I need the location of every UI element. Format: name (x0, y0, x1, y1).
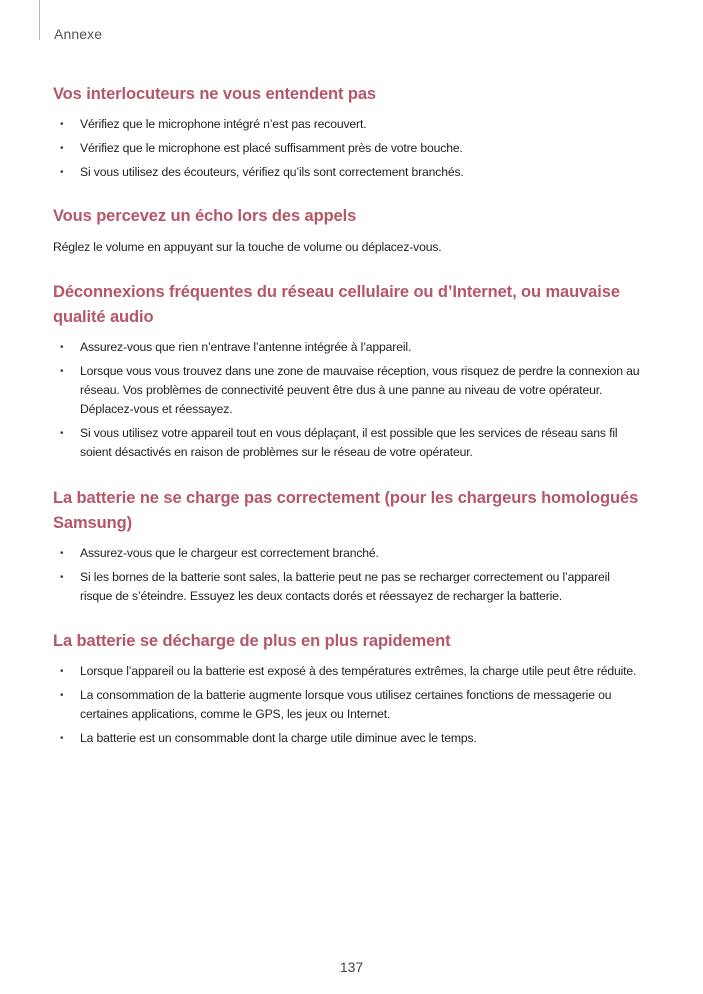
paragraph: Réglez le volume en appuyant sur la touche de volume ou déplacez-vous. (53, 240, 442, 254)
list-item-text: La consommation de la batterie augmente lorsque vous utilisez certaines fonctions de messagerie ou certaines applications, comme le GPS, les jeux ou Internet. (80, 688, 612, 721)
margin-rule (39, 0, 40, 40)
section-microphone (53, 82, 643, 182)
bullet-icon: • (60, 572, 64, 583)
section-heading: La batterie se décharge de plus en plus rapidement (53, 632, 451, 650)
list-item (53, 115, 643, 134)
list-item-text: Assurez-vous que rien n’entrave l’antenne intégrée à l’appareil. (80, 340, 412, 354)
list-item (53, 163, 643, 182)
list-item-text: Assurez-vous que le chargeur est correctement branché. (80, 546, 379, 560)
section-charging (53, 486, 643, 606)
bullet-icon: • (60, 143, 64, 154)
bullet-icon: • (60, 119, 64, 130)
list-item-text: Vérifiez que le microphone est placé suffisamment près de votre bouche. (80, 141, 463, 155)
list-item (53, 686, 643, 724)
section-heading: Déconnexions fréquentes du réseau cellulaire ou d’Internet, ou mauvaise qualité audio (53, 283, 620, 326)
list-item-text: Vérifiez que le microphone intégré n’est pas recouvert. (80, 117, 367, 131)
running-header: Annexe (54, 26, 103, 42)
section-battery-drain (53, 629, 643, 748)
bullet-icon: • (60, 666, 64, 677)
section-heading: Vos interlocuteurs ne vous entendent pas (53, 85, 377, 103)
section-heading: Vous percevez un écho lors des appels (53, 207, 357, 225)
list-item (53, 424, 643, 462)
list-item (53, 338, 643, 357)
bullet-icon: • (60, 690, 64, 701)
section-heading: La batterie ne se charge pas correctement (pour les chargeurs homologués Samsung) (53, 489, 639, 532)
page-content (53, 82, 643, 753)
bullet-list (53, 544, 643, 606)
bullet-list (53, 662, 643, 748)
section-echo (53, 204, 643, 257)
bullet-icon: • (60, 342, 64, 353)
bullet-icon: • (60, 428, 64, 439)
list-item (53, 729, 643, 748)
list-item-text: Si vous utilisez votre appareil tout en vous déplaçant, il est possible que les services de réseau sans fil soient désactivés en raison de problèmes sur le réseau de votre opérateur. (80, 426, 618, 459)
list-item-text: Si vous utilisez des écouteurs, vérifiez qu’ils sont correctement branchés. (80, 165, 464, 179)
bullet-list (53, 338, 643, 462)
list-item (53, 662, 643, 681)
list-item-text: Lorsque l’appareil ou la batterie est exposé à des températures extrêmes, la charge utile peut être réduite. (80, 664, 637, 678)
section-network (53, 280, 643, 462)
bullet-icon: • (60, 366, 64, 377)
list-item (53, 568, 643, 606)
list-item (53, 544, 643, 563)
bullet-list (53, 115, 643, 182)
list-item (53, 362, 643, 419)
list-item-text: La batterie est un consommable dont la charge utile diminue avec le temps. (80, 731, 477, 745)
list-item-text: Lorsque vous vous trouvez dans une zone de mauvaise réception, vous risquez de perdre la connexion au réseau. Vos problèmes de connectivité peuvent être dus à une panne au niveau de votre opérateur. Déplacez-vous et réessayez. (80, 364, 640, 416)
bullet-icon: • (60, 167, 64, 178)
list-item-text: Si les bornes de la batterie sont sales, la batterie peut ne pas se recharger correctement ou l’appareil risque de s’éteindre. Essuyez les deux contacts dorés et réessayez de recharger la batterie. (80, 570, 610, 603)
bullet-icon: • (60, 548, 64, 559)
page-number: 137 (339, 959, 364, 975)
bullet-icon: • (60, 733, 64, 744)
list-item (53, 139, 643, 158)
